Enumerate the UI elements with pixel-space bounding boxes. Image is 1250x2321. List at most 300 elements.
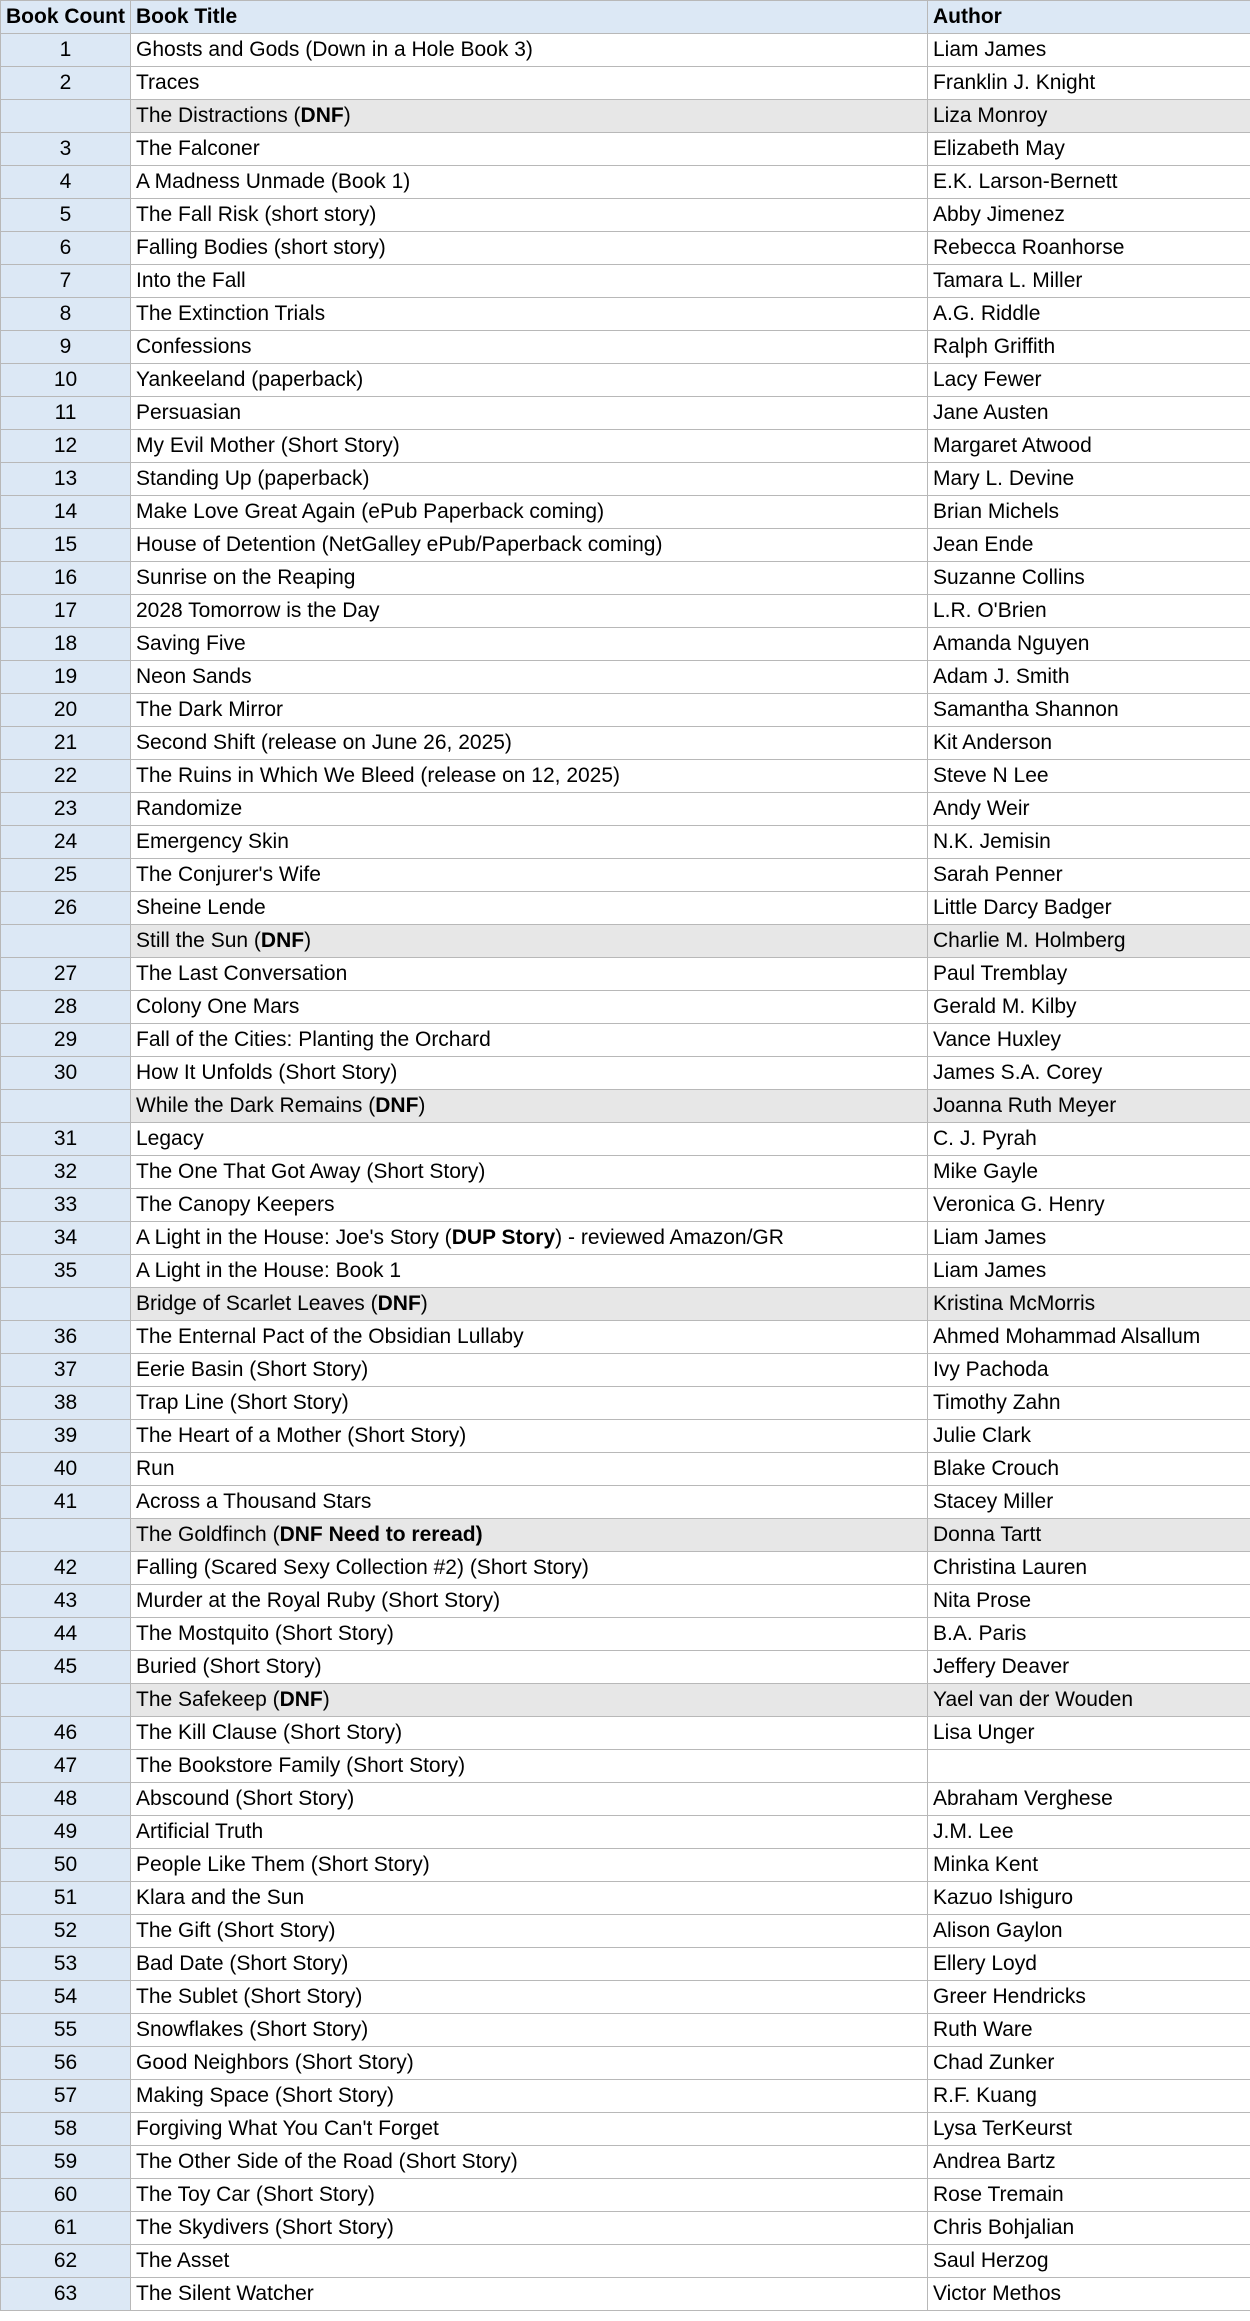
cell-author[interactable]: Samantha Shannon <box>928 694 1250 727</box>
cell-author[interactable]: Christina Lauren <box>928 1552 1250 1585</box>
title-text: A Madness Unmade (Book 1) <box>136 170 411 193</box>
cell-book-title[interactable] <box>131 1420 928 1453</box>
title-text: Into the Fall <box>136 269 246 292</box>
cell-book-title[interactable] <box>131 1750 928 1783</box>
cell-book-title[interactable] <box>131 1585 928 1618</box>
cell-book-title[interactable] <box>131 1057 928 1090</box>
cell-author[interactable]: Minka Kent <box>928 1849 1250 1882</box>
title-text: Sheine Lende <box>136 896 266 919</box>
cell-book-count[interactable]: 39 <box>1 1420 131 1453</box>
table-row <box>1 1651 1250 1684</box>
cell-book-title[interactable] <box>131 298 928 331</box>
title-text: The Canopy Keepers <box>136 1193 335 1216</box>
cell-author[interactable]: Saul Herzog <box>928 2245 1250 2278</box>
cell-book-count[interactable] <box>1 100 131 133</box>
cell-author[interactable]: Liam James <box>928 34 1250 67</box>
cell-book-count[interactable]: 17 <box>1 595 131 628</box>
cell-book-count[interactable]: 63 <box>1 2278 131 2311</box>
cell-book-count[interactable]: 33 <box>1 1189 131 1222</box>
cell-book-title[interactable] <box>131 67 928 100</box>
title-text: Emergency Skin <box>136 830 289 853</box>
cell-book-title[interactable] <box>131 925 928 958</box>
cell-book-count[interactable]: 41 <box>1 1486 131 1519</box>
cell-author[interactable]: Veronica G. Henry <box>928 1189 1250 1222</box>
title-suffix: ) <box>322 1688 330 1711</box>
cell-author[interactable]: Sarah Penner <box>928 859 1250 892</box>
title-text: A Light in the House: Book 1 <box>136 1259 402 1282</box>
table-row <box>1 1519 1250 1552</box>
cell-book-count[interactable]: 43 <box>1 1585 131 1618</box>
cell-author[interactable]: Donna Tartt <box>928 1519 1250 1552</box>
cell-author[interactable]: Charlie M. Holmberg <box>928 925 1250 958</box>
table-row <box>1 826 1250 859</box>
table-row <box>1 859 1250 892</box>
cell-book-title[interactable] <box>131 2179 928 2212</box>
cell-book-count[interactable]: 4 <box>1 166 131 199</box>
table-row <box>1 727 1250 760</box>
cell-book-count[interactable]: 24 <box>1 826 131 859</box>
table-row <box>1 100 1250 133</box>
title-text: People Like Them (Short Story) <box>136 1853 430 1876</box>
cell-book-title[interactable] <box>131 463 928 496</box>
cell-book-count[interactable]: 21 <box>1 727 131 760</box>
cell-book-title[interactable] <box>131 133 928 166</box>
cell-book-title[interactable] <box>131 2113 928 2146</box>
cell-book-title[interactable] <box>131 1156 928 1189</box>
cell-book-title[interactable] <box>131 199 928 232</box>
cell-book-count[interactable]: 2 <box>1 67 131 100</box>
cell-book-count[interactable]: 61 <box>1 2212 131 2245</box>
cell-author[interactable]: Alison Gaylon <box>928 1915 1250 1948</box>
cell-book-count[interactable]: 42 <box>1 1552 131 1585</box>
cell-book-count[interactable]: 40 <box>1 1453 131 1486</box>
title-text: Standing Up (paperback) <box>136 467 370 490</box>
cell-book-title[interactable] <box>131 1882 928 1915</box>
cell-book-count[interactable]: 38 <box>1 1387 131 1420</box>
cell-book-count[interactable]: 3 <box>1 133 131 166</box>
cell-book-title[interactable] <box>131 364 928 397</box>
table-row <box>1 1783 1250 1816</box>
cell-book-title[interactable] <box>131 1387 928 1420</box>
table-row <box>1 298 1250 331</box>
cell-book-count[interactable]: 37 <box>1 1354 131 1387</box>
cell-book-title[interactable] <box>131 331 928 364</box>
cell-book-title[interactable] <box>131 595 928 628</box>
title-text: Buried (Short Story) <box>136 1655 322 1678</box>
title-text: Traces <box>136 71 200 94</box>
cell-book-count[interactable]: 48 <box>1 1783 131 1816</box>
cell-book-count[interactable]: 27 <box>1 958 131 991</box>
cell-book-count[interactable]: 49 <box>1 1816 131 1849</box>
cell-author[interactable]: Chad Zunker <box>928 2047 1250 2080</box>
cell-author[interactable]: Jane Austen <box>928 397 1250 430</box>
cell-author[interactable]: Margaret Atwood <box>928 430 1250 463</box>
cell-book-count[interactable]: 57 <box>1 2080 131 2113</box>
title-text: The Ruins in Which We Bleed (release on 12, 2025) <box>136 764 621 787</box>
cell-book-title[interactable] <box>131 1915 928 1948</box>
table-row <box>1 958 1250 991</box>
cell-book-count[interactable]: 47 <box>1 1750 131 1783</box>
cell-book-title[interactable] <box>131 529 928 562</box>
cell-author[interactable]: Liam James <box>928 1222 1250 1255</box>
table-row <box>1 364 1250 397</box>
cell-book-count[interactable]: 13 <box>1 463 131 496</box>
cell-book-count[interactable]: 58 <box>1 2113 131 2146</box>
cell-author[interactable]: Elizabeth May <box>928 133 1250 166</box>
title-text: The Goldfinch ( <box>136 1523 280 1546</box>
table-row <box>1 67 1250 100</box>
table-row <box>1 2212 1250 2245</box>
cell-book-title[interactable] <box>131 562 928 595</box>
cell-book-count[interactable]: 62 <box>1 2245 131 2278</box>
header-book-title[interactable]: Book Title <box>131 1 928 34</box>
cell-author[interactable]: Gerald M. Kilby <box>928 991 1250 1024</box>
table-row <box>1 2179 1250 2212</box>
cell-book-count[interactable]: 60 <box>1 2179 131 2212</box>
cell-book-count[interactable]: 23 <box>1 793 131 826</box>
cell-book-count[interactable]: 15 <box>1 529 131 562</box>
cell-book-title[interactable] <box>131 232 928 265</box>
cell-book-title[interactable] <box>131 2047 928 2080</box>
cell-author[interactable]: Ruth Ware <box>928 2014 1250 2047</box>
cell-author[interactable]: Ahmed Mohammad Alsallum <box>928 1321 1250 1354</box>
cell-author[interactable]: Liam James <box>928 1255 1250 1288</box>
cell-book-title[interactable] <box>131 1222 928 1255</box>
table-row <box>1 529 1250 562</box>
table-row <box>1 1288 1250 1321</box>
title-text: Bridge of Scarlet Leaves ( <box>136 1292 378 1315</box>
cell-book-title[interactable] <box>131 661 928 694</box>
cell-author[interactable]: Abraham Verghese <box>928 1783 1250 1816</box>
cell-author[interactable]: Jean Ende <box>928 529 1250 562</box>
cell-author[interactable]: James S.A. Corey <box>928 1057 1250 1090</box>
title-text: 2028 Tomorrow is the Day <box>136 599 380 622</box>
cell-author[interactable]: L.R. O'Brien <box>928 595 1250 628</box>
cell-book-title[interactable] <box>131 1717 928 1750</box>
table-row <box>1 1882 1250 1915</box>
cell-book-count[interactable]: 9 <box>1 331 131 364</box>
cell-book-title[interactable] <box>131 265 928 298</box>
cell-book-title[interactable] <box>131 1090 928 1123</box>
cell-book-title[interactable] <box>131 1552 928 1585</box>
cell-book-count[interactable] <box>1 925 131 958</box>
cell-book-count[interactable] <box>1 1519 131 1552</box>
title-text: Randomize <box>136 797 243 820</box>
cell-book-count[interactable]: 56 <box>1 2047 131 2080</box>
cell-book-count[interactable]: 50 <box>1 1849 131 1882</box>
cell-book-title[interactable] <box>131 1618 928 1651</box>
cell-author[interactable]: Amanda Nguyen <box>928 628 1250 661</box>
title-text: House of Detention (NetGalley ePub/Paperback coming) <box>136 533 663 556</box>
cell-book-count[interactable]: 10 <box>1 364 131 397</box>
cell-book-count[interactable]: 20 <box>1 694 131 727</box>
table-row <box>1 1618 1250 1651</box>
table-row <box>1 1156 1250 1189</box>
cell-book-title[interactable] <box>131 1321 928 1354</box>
cell-book-count[interactable]: 6 <box>1 232 131 265</box>
cell-author[interactable]: Brian Michels <box>928 496 1250 529</box>
title-text: The Toy Car (Short Story) <box>136 2183 375 2206</box>
cell-book-title[interactable] <box>131 1453 928 1486</box>
cell-book-count[interactable]: 16 <box>1 562 131 595</box>
cell-author[interactable]: Julie Clark <box>928 1420 1250 1453</box>
cell-author[interactable]: Ellery Loyd <box>928 1948 1250 1981</box>
cell-book-count[interactable]: 55 <box>1 2014 131 2047</box>
cell-author[interactable]: Adam J. Smith <box>928 661 1250 694</box>
title-text: Good Neighbors (Short Story) <box>136 2051 414 2074</box>
cell-book-title[interactable] <box>131 1486 928 1519</box>
cell-author[interactable]: Lisa Unger <box>928 1717 1250 1750</box>
cell-book-title[interactable] <box>131 727 928 760</box>
title-text: The Sublet (Short Story) <box>136 1985 363 2008</box>
cell-book-title[interactable] <box>131 826 928 859</box>
title-bold-note: DNF <box>300 104 344 127</box>
cell-book-count[interactable]: 28 <box>1 991 131 1024</box>
title-text: The Other Side of the Road (Short Story) <box>136 2150 518 2173</box>
cell-author[interactable] <box>928 1750 1250 1783</box>
table-row <box>1 1321 1250 1354</box>
cell-author[interactable]: E.K. Larson-Bernett <box>928 166 1250 199</box>
cell-book-title[interactable] <box>131 1783 928 1816</box>
cell-book-count[interactable]: 5 <box>1 199 131 232</box>
cell-book-title[interactable] <box>131 1981 928 2014</box>
cell-book-title[interactable] <box>131 1948 928 1981</box>
cell-author[interactable]: Paul Tremblay <box>928 958 1250 991</box>
title-text: Legacy <box>136 1127 204 1150</box>
cell-author[interactable]: Lacy Fewer <box>928 364 1250 397</box>
cell-author[interactable]: Abby Jimenez <box>928 199 1250 232</box>
cell-book-count[interactable]: 22 <box>1 760 131 793</box>
cell-book-count[interactable] <box>1 1090 131 1123</box>
cell-book-title[interactable] <box>131 430 928 463</box>
cell-book-title[interactable] <box>131 1684 928 1717</box>
title-text: Make Love Great Again (ePub Paperback coming) <box>136 500 605 523</box>
table-row <box>1 1189 1250 1222</box>
title-text: Neon Sands <box>136 665 252 688</box>
cell-book-count[interactable]: 52 <box>1 1915 131 1948</box>
cell-book-count[interactable]: 30 <box>1 1057 131 1090</box>
cell-book-title[interactable] <box>131 991 928 1024</box>
cell-book-count[interactable]: 7 <box>1 265 131 298</box>
cell-author[interactable]: A.G. Riddle <box>928 298 1250 331</box>
cell-book-title[interactable] <box>131 2212 928 2245</box>
cell-book-title[interactable] <box>131 397 928 430</box>
title-text: The Gift (Short Story) <box>136 1919 336 1942</box>
table-row <box>1 1948 1250 1981</box>
cell-book-count[interactable]: 12 <box>1 430 131 463</box>
title-text: The Silent Watcher <box>136 2282 314 2305</box>
cell-author[interactable]: C. J. Pyrah <box>928 1123 1250 1156</box>
cell-book-title[interactable] <box>131 166 928 199</box>
cell-author[interactable]: Lysa TerKeurst <box>928 2113 1250 2146</box>
cell-book-title[interactable] <box>131 1288 928 1321</box>
title-suffix: ) <box>418 1094 426 1117</box>
title-text: The Enternal Pact of the Obsidian Lullaby <box>136 1325 524 1348</box>
cell-book-count[interactable]: 31 <box>1 1123 131 1156</box>
cell-author[interactable]: Little Darcy Badger <box>928 892 1250 925</box>
table-row <box>1 2014 1250 2047</box>
cell-author[interactable]: Mary L. Devine <box>928 463 1250 496</box>
cell-author[interactable]: Blake Crouch <box>928 1453 1250 1486</box>
cell-author[interactable]: R.F. Kuang <box>928 2080 1250 2113</box>
cell-author[interactable]: Stacey Miller <box>928 1486 1250 1519</box>
cell-book-title[interactable] <box>131 496 928 529</box>
table-row <box>1 397 1250 430</box>
title-text: The Mostquito (Short Story) <box>136 1622 394 1645</box>
title-bold-note: DNF <box>377 1292 421 1315</box>
cell-book-count[interactable]: 8 <box>1 298 131 331</box>
title-text: Falling (Scared Sexy Collection #2) (Short Story) <box>136 1556 589 1579</box>
cell-author[interactable]: Rebecca Roanhorse <box>928 232 1250 265</box>
title-text: The Dark Mirror <box>136 698 284 721</box>
table-row <box>1 1750 1250 1783</box>
cell-author[interactable]: Ralph Griffith <box>928 331 1250 364</box>
cell-author[interactable]: Nita Prose <box>928 1585 1250 1618</box>
title-text: Yankeeland (paperback) <box>136 368 364 391</box>
cell-author[interactable]: J.M. Lee <box>928 1816 1250 1849</box>
cell-book-count[interactable]: 45 <box>1 1651 131 1684</box>
title-suffix: ) <box>304 929 312 952</box>
cell-book-title[interactable] <box>131 2146 928 2179</box>
cell-book-title[interactable] <box>131 2080 928 2113</box>
cell-book-title[interactable] <box>131 2278 928 2311</box>
cell-book-title[interactable] <box>131 100 928 133</box>
title-text: The Extinction Trials <box>136 302 326 325</box>
cell-author[interactable]: Mike Gayle <box>928 1156 1250 1189</box>
cell-book-title[interactable] <box>131 1651 928 1684</box>
cell-author[interactable]: Kristina McMorris <box>928 1288 1250 1321</box>
cell-book-title[interactable] <box>131 694 928 727</box>
table-row <box>1 595 1250 628</box>
cell-author[interactable]: Suzanne Collins <box>928 562 1250 595</box>
cell-book-count[interactable]: 59 <box>1 2146 131 2179</box>
table-row <box>1 1123 1250 1156</box>
cell-book-title[interactable] <box>131 1519 928 1552</box>
cell-author[interactable]: Andrea Bartz <box>928 2146 1250 2179</box>
header-book-count[interactable]: Book Count <box>1 1 131 34</box>
cell-author[interactable]: Victor Methos <box>928 2278 1250 2311</box>
cell-author[interactable]: Kazuo Ishiguro <box>928 1882 1250 1915</box>
cell-book-title[interactable] <box>131 760 928 793</box>
cell-book-count[interactable]: 29 <box>1 1024 131 1057</box>
table-row <box>1 1915 1250 1948</box>
title-text: The Last Conversation <box>136 962 348 985</box>
title-text: Colony One Mars <box>136 995 300 1018</box>
cell-author[interactable]: Andy Weir <box>928 793 1250 826</box>
cell-book-title[interactable] <box>131 793 928 826</box>
cell-book-title[interactable] <box>131 1024 928 1057</box>
title-text: The Asset <box>136 2249 230 2272</box>
cell-book-count[interactable]: 26 <box>1 892 131 925</box>
cell-book-count[interactable]: 11 <box>1 397 131 430</box>
table-row <box>1 199 1250 232</box>
cell-author[interactable]: Greer Hendricks <box>928 1981 1250 2014</box>
cell-book-count[interactable]: 19 <box>1 661 131 694</box>
cell-book-title[interactable] <box>131 2245 928 2278</box>
title-text: Artificial Truth <box>136 1820 264 1843</box>
cell-book-count[interactable] <box>1 1684 131 1717</box>
title-bold-note: DNF <box>375 1094 419 1117</box>
cell-book-count[interactable]: 53 <box>1 1948 131 1981</box>
cell-author[interactable]: Franklin J. Knight <box>928 67 1250 100</box>
cell-book-count[interactable]: 36 <box>1 1321 131 1354</box>
cell-book-title[interactable] <box>131 892 928 925</box>
table-row <box>1 166 1250 199</box>
cell-author[interactable]: B.A. Paris <box>928 1618 1250 1651</box>
cell-author[interactable]: Chris Bohjalian <box>928 2212 1250 2245</box>
cell-book-count[interactable]: 1 <box>1 34 131 67</box>
cell-book-count[interactable]: 44 <box>1 1618 131 1651</box>
cell-book-title[interactable] <box>131 34 928 67</box>
cell-book-count[interactable]: 35 <box>1 1255 131 1288</box>
cell-author[interactable]: Joanna Ruth Meyer <box>928 1090 1250 1123</box>
cell-author[interactable]: Liza Monroy <box>928 100 1250 133</box>
cell-author[interactable]: Ivy Pachoda <box>928 1354 1250 1387</box>
cell-book-count[interactable]: 34 <box>1 1222 131 1255</box>
cell-book-count[interactable]: 54 <box>1 1981 131 2014</box>
table-row <box>1 991 1250 1024</box>
cell-author[interactable]: Rose Tremain <box>928 2179 1250 2212</box>
title-text: The Falconer <box>136 137 260 160</box>
table-row <box>1 1090 1250 1123</box>
cell-book-title[interactable] <box>131 1849 928 1882</box>
cell-book-count[interactable] <box>1 1288 131 1321</box>
cell-author[interactable]: N.K. Jemisin <box>928 826 1250 859</box>
cell-author[interactable]: Timothy Zahn <box>928 1387 1250 1420</box>
cell-book-title[interactable] <box>131 1816 928 1849</box>
cell-book-count[interactable]: 46 <box>1 1717 131 1750</box>
title-text: Making Space (Short Story) <box>136 2084 394 2107</box>
table-row <box>1 1684 1250 1717</box>
cell-author[interactable]: Vance Huxley <box>928 1024 1250 1057</box>
cell-author[interactable]: Yael van der Wouden <box>928 1684 1250 1717</box>
cell-author[interactable]: Kit Anderson <box>928 727 1250 760</box>
cell-book-title[interactable] <box>131 1123 928 1156</box>
cell-book-count[interactable]: 18 <box>1 628 131 661</box>
cell-book-count[interactable]: 14 <box>1 496 131 529</box>
table-row <box>1 1222 1250 1255</box>
title-text: Second Shift (release on June 26, 2025) <box>136 731 512 754</box>
header-author[interactable]: Author <box>928 1 1250 34</box>
cell-book-title[interactable] <box>131 1354 928 1387</box>
table-row <box>1 1717 1250 1750</box>
cell-book-title[interactable] <box>131 1255 928 1288</box>
title-text: Fall of the Cities: Planting the Orchard <box>136 1028 491 1051</box>
table-row <box>1 2278 1250 2311</box>
title-text: Saving Five <box>136 632 246 655</box>
cell-book-title[interactable] <box>131 958 928 991</box>
title-text: Ghosts and Gods (Down in a Hole Book 3) <box>136 38 533 61</box>
cell-author[interactable]: Jeffery Deaver <box>928 1651 1250 1684</box>
title-bold-note: DNF <box>260 929 305 952</box>
table-row <box>1 694 1250 727</box>
cell-book-count[interactable]: 32 <box>1 1156 131 1189</box>
cell-book-title[interactable] <box>131 628 928 661</box>
table-row <box>1 1024 1250 1057</box>
title-text: Murder at the Royal Ruby (Short Story) <box>136 1589 501 1612</box>
cell-book-title[interactable] <box>131 1189 928 1222</box>
table-row <box>1 265 1250 298</box>
title-text: Still the Sun ( <box>136 929 261 952</box>
cell-book-count[interactable]: 25 <box>1 859 131 892</box>
cell-book-title[interactable] <box>131 859 928 892</box>
cell-author[interactable]: Steve N Lee <box>928 760 1250 793</box>
cell-book-title[interactable] <box>131 2014 928 2047</box>
table-row <box>1 34 1250 67</box>
cell-book-count[interactable]: 51 <box>1 1882 131 1915</box>
table-row <box>1 331 1250 364</box>
cell-author[interactable]: Tamara L. Miller <box>928 265 1250 298</box>
